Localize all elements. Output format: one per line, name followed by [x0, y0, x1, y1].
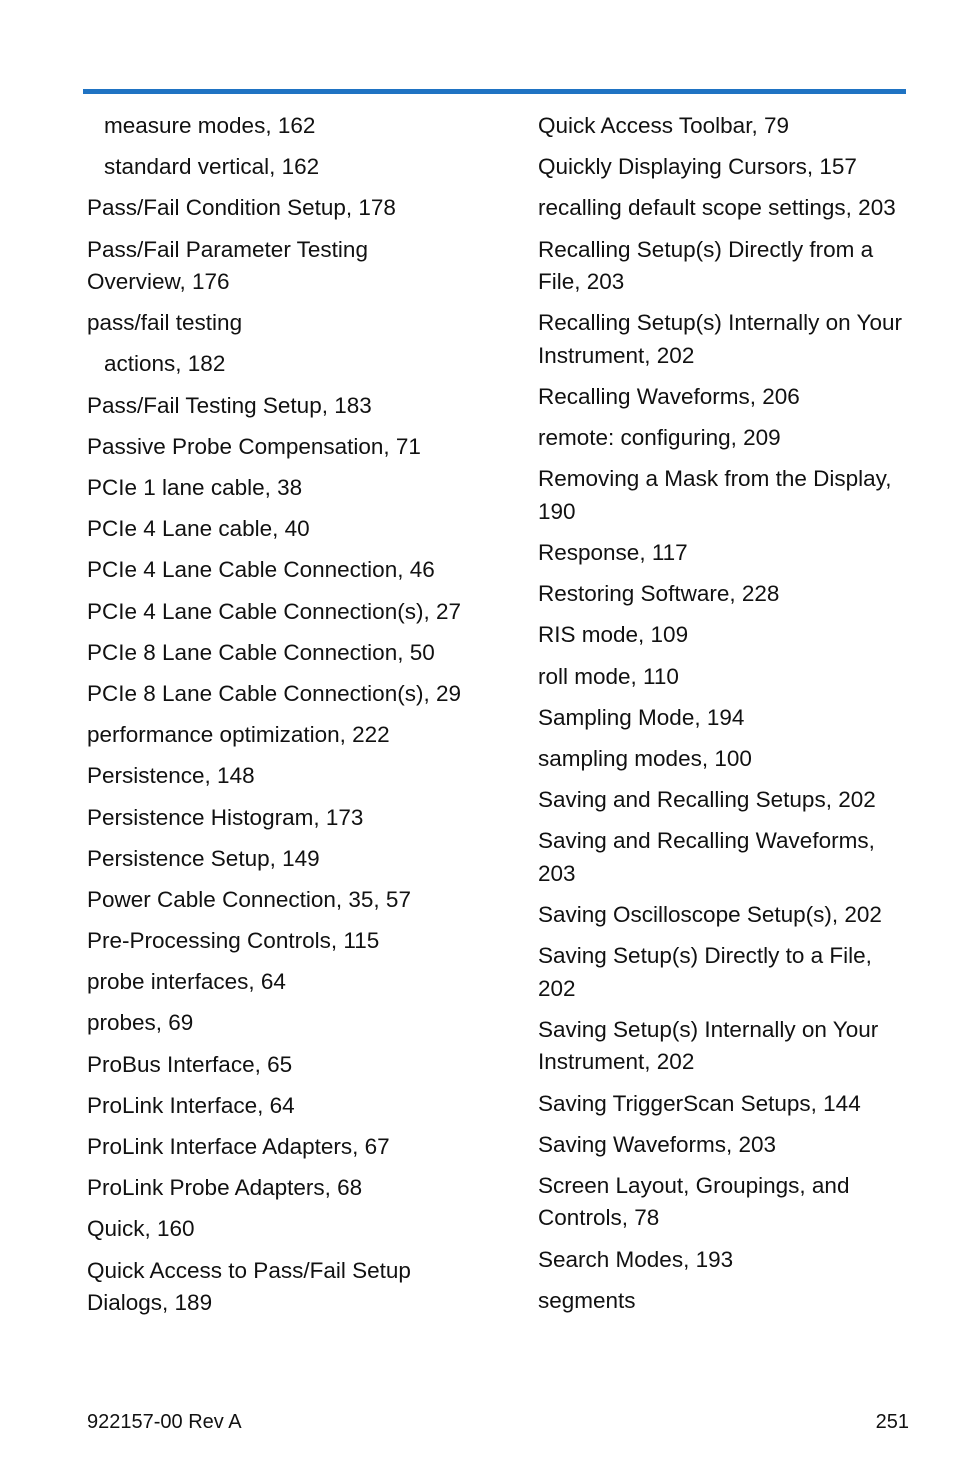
- index-entry: Restoring Software, 228: [538, 581, 780, 607]
- index-entry: Response, 117: [538, 540, 688, 565]
- index-entry: Pass/Fail Testing Setup, 183: [87, 392, 372, 418]
- index-entry: recalling default scope settings, 203: [538, 195, 896, 221]
- page-number: 251: [875, 1411, 909, 1433]
- index-subentry: measure modes, 162: [104, 113, 316, 138]
- index-entry: Saving Setup(s) Directly to a File, 202: [538, 943, 872, 1001]
- index-entry: ProLink Probe Adapters, 68: [87, 1175, 363, 1201]
- index-entry: pass/fail testing: [87, 310, 243, 336]
- index-entry: PCIe 8 Lane Cable Connection, 50: [87, 639, 435, 665]
- index-entry: Quick Access to Pass/Fail Setup Dialogs, 189: [87, 1257, 411, 1316]
- index-entry: Saving Waveforms, 203: [538, 1131, 777, 1157]
- index-entry: segments: [538, 1287, 636, 1313]
- index-entry: Quickly Displaying Cursors, 157: [538, 154, 857, 180]
- index-entry: Search Modes, 193: [538, 1246, 734, 1272]
- index-entry: ProLink Interface, 64: [87, 1092, 295, 1118]
- index-column-right: [538, 110, 913, 1326]
- index-entry: Passive Probe Compensation, 71: [87, 433, 421, 459]
- index-entry: performance optimization, 222: [87, 722, 390, 748]
- index-entry: Pass/Fail Parameter Testing Overview, 176: [87, 236, 368, 295]
- index-entry: ProBus Interface, 65: [87, 1051, 293, 1077]
- index-entry: Saving and Recalling Waveforms, 203: [538, 828, 875, 886]
- index-entry: Quick, 160: [87, 1216, 195, 1242]
- index-entry: Power Cable Connection, 35, 57: [87, 886, 411, 912]
- index-entry: Removing a Mask from the Display, 190: [538, 466, 892, 524]
- index-entry: PCIe 8 Lane Cable Connection(s), 29: [87, 680, 461, 706]
- index-entry: PCIe 4 Lane cable, 40: [87, 516, 310, 542]
- index-entry: PCIe 1 lane cable, 38: [87, 475, 303, 500]
- index-entry: probes, 69: [87, 1010, 194, 1036]
- index-entry: Recalling Setup(s) Internally on Your Instrument, 202: [538, 310, 902, 368]
- index-subentry: standard vertical, 162: [104, 154, 320, 180]
- index-entry: Pre-Processing Controls, 115: [87, 928, 380, 954]
- index-entry: Pass/Fail Condition Setup, 178: [87, 195, 396, 221]
- header-rule: [83, 89, 906, 94]
- document-number: 922157-00 Rev A: [87, 1411, 242, 1433]
- index-entry: roll mode, 110: [538, 663, 679, 689]
- index-entry: PCIe 4 Lane Cable Connection(s), 27: [87, 598, 461, 624]
- index-entry: Quick Access Toolbar, 79: [538, 113, 789, 138]
- index-entry: Sampling Mode, 194: [538, 704, 745, 730]
- index-entry: probe interfaces, 64: [87, 969, 286, 995]
- index-entry: Recalling Waveforms, 206: [538, 383, 800, 409]
- index-entry: Saving and Recalling Setups, 202: [538, 787, 876, 813]
- index-column-left: [87, 110, 462, 1328]
- index-entry: Persistence, 148: [87, 763, 255, 789]
- index-entry: PCIe 4 Lane Cable Connection, 46: [87, 557, 435, 583]
- index-entry: Persistence Histogram, 173: [87, 804, 364, 830]
- index-entry: sampling modes, 100: [538, 745, 752, 771]
- index-entry: Saving TriggerScan Setups, 144: [538, 1090, 861, 1116]
- index-entry: ProLink Interface Adapters, 67: [87, 1134, 390, 1159]
- index-entry: Saving Oscilloscope Setup(s), 202: [538, 902, 882, 927]
- index-entry: remote: configuring, 209: [538, 425, 781, 451]
- index-entry: RIS mode, 109: [538, 622, 689, 648]
- index-entry: Saving Setup(s) Internally on Your Instrument, 202: [538, 1016, 879, 1075]
- index-entry: Screen Layout, Groupings, and Controls, 78: [538, 1172, 850, 1231]
- index-entry: Persistence Setup, 149: [87, 845, 320, 871]
- index-subentry: actions, 182: [104, 351, 226, 377]
- index-entry: Recalling Setup(s) Directly from a File, 203: [538, 236, 874, 295]
